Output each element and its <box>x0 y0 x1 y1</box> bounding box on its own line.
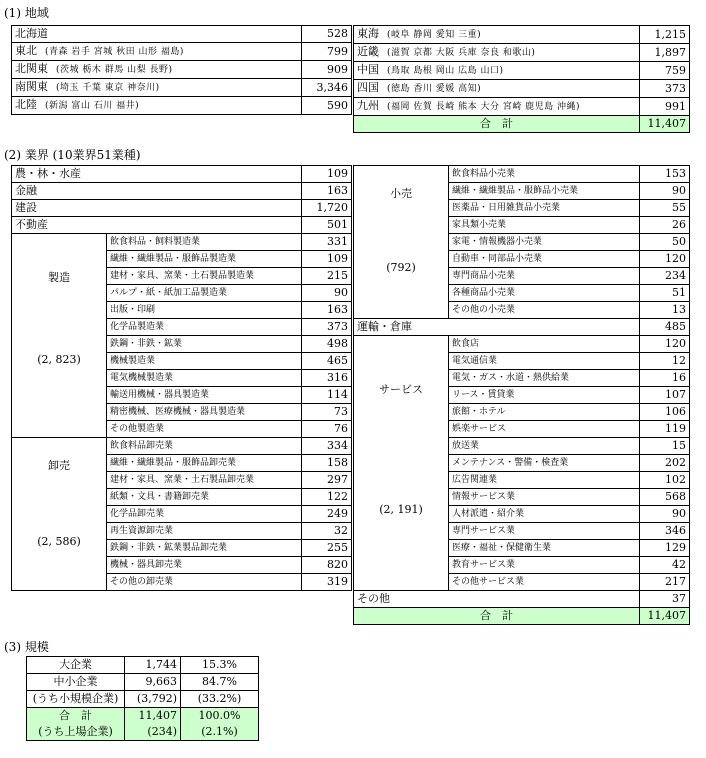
retail-item-name: 専門商品小売業 <box>449 268 640 285</box>
region-row <box>12 43 352 61</box>
scale-row <box>27 674 259 691</box>
scale-total-row <box>27 708 259 725</box>
manufacturing-item-name: 化学品製造業 <box>107 319 302 336</box>
wholesale-item-name: 飲食料品卸売業 <box>107 438 302 455</box>
region-prefectures: (福岡 佐賀 長崎 熊本 大分 宮崎 鹿児島 沖縄) <box>387 102 581 112</box>
section3-title: (3) 規模 <box>4 640 49 654</box>
scale-value: 9,663 <box>125 674 181 691</box>
region-prefectures: (茨城 栃木 群馬 山梨 長野) <box>56 65 173 75</box>
service-item-value: 568 <box>640 489 690 506</box>
manufacturing-row <box>12 234 352 251</box>
service-item-name: 放送業 <box>449 438 640 455</box>
service-item-value: 217 <box>640 574 690 591</box>
service-item-value: 120 <box>640 336 690 353</box>
region-total-value: 11,407 <box>640 116 690 133</box>
retail-group-cell <box>354 166 449 319</box>
service-item-value: 346 <box>640 523 690 540</box>
region-row <box>354 62 690 80</box>
region-prefectures: (青森 岩手 宮城 秋田 山形 福島) <box>45 47 184 57</box>
service-item-name: 旅館・ホテル <box>449 404 640 421</box>
region-row <box>354 44 690 62</box>
scale-total-pct: 100.0% <box>181 708 259 725</box>
wholesale-item-value: 32 <box>302 523 352 540</box>
region-name: 北陸 <box>15 98 37 111</box>
manufacturing-item-value: 73 <box>302 404 352 421</box>
scale-total-label: 合 計 <box>27 708 125 725</box>
wholesale-row <box>12 438 352 455</box>
service-item-value: 119 <box>640 421 690 438</box>
region-row <box>12 79 352 97</box>
industry-row <box>12 166 352 183</box>
region-name-cell <box>354 26 640 44</box>
service-item-value: 106 <box>640 404 690 421</box>
retail-item-value: 51 <box>640 285 690 302</box>
service-item-value: 107 <box>640 387 690 404</box>
manufacturing-item-name: 鉄鋼・非鉄・鉱業 <box>107 336 302 353</box>
region-name: 東海 <box>357 27 379 40</box>
retail-count: (792) <box>386 261 416 274</box>
region-name-cell <box>354 44 640 62</box>
manufacturing-group-cell <box>12 234 107 438</box>
wholesale-item-name: 再生資源卸売業 <box>107 523 302 540</box>
wholesale-label: 卸売 <box>48 459 70 472</box>
region-prefectures: (埼玉 千葉 東京 神奈川) <box>56 83 160 93</box>
region-table-left <box>11 25 352 115</box>
retail-item-name: 飲食料品小売業 <box>449 166 640 183</box>
retail-item-name: 医薬品・日用雑貨品小売業 <box>449 200 640 217</box>
service-item-value: 202 <box>640 455 690 472</box>
region-name: 南関東 <box>15 80 48 93</box>
service-item-name: その他サービス業 <box>449 574 640 591</box>
manufacturing-item-value: 498 <box>302 336 352 353</box>
scale-table <box>26 656 259 741</box>
manufacturing-item-value: 215 <box>302 268 352 285</box>
retail-item-value: 13 <box>640 302 690 319</box>
industry-value: 109 <box>302 166 352 183</box>
region-value: 991 <box>640 98 690 116</box>
industry-row <box>12 200 352 217</box>
wholesale-item-name: 機械・器具卸売業 <box>107 557 302 574</box>
region-name-cell <box>12 26 302 43</box>
retail-item-value: 153 <box>640 166 690 183</box>
manufacturing-item-name: 精密機械、医療機械・器具製造業 <box>107 404 302 421</box>
manufacturing-count: (2, 823) <box>37 353 81 366</box>
wholesale-item-name: 化学品卸売業 <box>107 506 302 523</box>
region-name: 九州 <box>357 99 379 112</box>
wholesale-item-value: 820 <box>302 557 352 574</box>
wholesale-item-value: 319 <box>302 574 352 591</box>
industry-row <box>12 217 352 234</box>
service-item-name: 娯楽サービス <box>449 421 640 438</box>
retail-item-name: その他の小売業 <box>449 302 640 319</box>
retail-row <box>354 166 690 183</box>
region-total-row <box>354 116 690 133</box>
industry-value: 163 <box>302 183 352 200</box>
region-value: 3,346 <box>302 79 352 97</box>
region-row <box>12 61 352 79</box>
retail-item-name: 家電・情報機器小売業 <box>449 234 640 251</box>
region-table-right <box>353 25 690 133</box>
region-name-cell <box>354 98 640 116</box>
region-value: 799 <box>302 43 352 61</box>
manufacturing-item-value: 163 <box>302 302 352 319</box>
manufacturing-item-value: 114 <box>302 387 352 404</box>
region-name-cell <box>12 97 302 115</box>
retail-item-value: 50 <box>640 234 690 251</box>
transport-row <box>354 319 690 336</box>
region-prefectures: (新潟 富山 石川 福井) <box>45 101 140 111</box>
region-name-cell <box>354 62 640 80</box>
industry-total-value: 11,407 <box>640 608 690 625</box>
manufacturing-item-name: 電気機械製造業 <box>107 370 302 387</box>
scale-name: (うち小規模企業) <box>27 691 125 708</box>
retail-item-name: 繊維・繊維製品・服飾品小売業 <box>449 183 640 200</box>
scale-pct: (33.2%) <box>181 691 259 708</box>
region-value: 373 <box>640 80 690 98</box>
wholesale-item-value: 249 <box>302 506 352 523</box>
industry-total-label: 合 計 <box>354 608 640 625</box>
other-value: 37 <box>640 591 690 608</box>
manufacturing-item-value: 373 <box>302 319 352 336</box>
wholesale-item-value: 158 <box>302 455 352 472</box>
retail-item-name: 家具類小売業 <box>449 217 640 234</box>
manufacturing-item-value: 465 <box>302 353 352 370</box>
service-item-name: 医療・福祉・保健衛生業 <box>449 540 640 557</box>
region-value: 1,215 <box>640 26 690 44</box>
industry-value: 501 <box>302 217 352 234</box>
scale-row <box>27 657 259 674</box>
region-prefectures: (鳥取 島根 岡山 広島 山口) <box>387 66 504 76</box>
retail-item-value: 234 <box>640 268 690 285</box>
retail-item-value: 90 <box>640 183 690 200</box>
other-name: その他 <box>354 591 640 608</box>
industry-name: 農・林・水産 <box>12 166 302 183</box>
service-item-value: 42 <box>640 557 690 574</box>
scale-total-sub-value: (234) <box>125 724 181 741</box>
region-total-label: 合 計 <box>354 116 640 133</box>
region-name: 北海道 <box>15 27 48 40</box>
retail-item-value: 55 <box>640 200 690 217</box>
scale-pct: 15.3% <box>181 657 259 674</box>
retail-item-name: 各種商品小売業 <box>449 285 640 302</box>
manufacturing-item-value: 316 <box>302 370 352 387</box>
manufacturing-label: 製造 <box>48 271 70 284</box>
service-item-name: リース・賃貸業 <box>449 387 640 404</box>
wholesale-item-value: 334 <box>302 438 352 455</box>
manufacturing-item-name: 出版・印刷 <box>107 302 302 319</box>
industry-name: 建設 <box>12 200 302 217</box>
region-value: 909 <box>302 61 352 79</box>
manufacturing-item-value: 331 <box>302 234 352 251</box>
wholesale-item-value: 297 <box>302 472 352 489</box>
service-item-name: 飲食店 <box>449 336 640 353</box>
service-item-value: 102 <box>640 472 690 489</box>
manufacturing-item-value: 109 <box>302 251 352 268</box>
service-item-name: 教育サービス業 <box>449 557 640 574</box>
region-value: 1,897 <box>640 44 690 62</box>
wholesale-group-cell <box>12 438 107 591</box>
industry-name: 金融 <box>12 183 302 200</box>
manufacturing-item-name: その他製造業 <box>107 421 302 438</box>
service-item-name: 電気通信業 <box>449 353 640 370</box>
service-item-value: 129 <box>640 540 690 557</box>
scale-value: 1,744 <box>125 657 181 674</box>
region-name: 近畿 <box>357 45 379 58</box>
retail-item-name: 自動車・同部品小売業 <box>449 251 640 268</box>
manufacturing-item-name: 輸送用機械・器具製造業 <box>107 387 302 404</box>
wholesale-item-name: 鉄鋼・非鉄・鉱業製品卸売業 <box>107 540 302 557</box>
transport-value: 485 <box>640 319 690 336</box>
wholesale-item-value: 255 <box>302 540 352 557</box>
region-name: 北関東 <box>15 62 48 75</box>
scale-total-sub-label: (うち上場企業) <box>27 724 125 741</box>
scale-row <box>27 691 259 708</box>
service-item-name: 専門サービス業 <box>449 523 640 540</box>
manufacturing-item-name: パルプ・紙・紙加工品製造業 <box>107 285 302 302</box>
scale-pct: 84.7% <box>181 674 259 691</box>
scale-total-sub-row <box>27 724 259 741</box>
service-item-name: メンテナンス・警備・検査業 <box>449 455 640 472</box>
scale-name: 大企業 <box>27 657 125 674</box>
region-name-cell <box>12 61 302 79</box>
region-row <box>354 98 690 116</box>
scale-value: (3,792) <box>125 691 181 708</box>
retail-item-value: 26 <box>640 217 690 234</box>
manufacturing-item-value: 76 <box>302 421 352 438</box>
region-row <box>354 80 690 98</box>
wholesale-item-value: 122 <box>302 489 352 506</box>
scale-name: 中小企業 <box>27 674 125 691</box>
region-name-cell <box>354 80 640 98</box>
region-row <box>12 97 352 115</box>
region-name-cell <box>12 43 302 61</box>
service-group-cell <box>354 336 449 591</box>
region-row <box>354 26 690 44</box>
scale-total-sub-pct: (2.1%) <box>181 724 259 741</box>
industry-row <box>12 183 352 200</box>
service-label: サービス <box>379 383 423 396</box>
wholesale-count: (2, 586) <box>37 535 81 548</box>
region-prefectures: (徳島 香川 愛媛 高知) <box>387 84 482 94</box>
industry-total-row <box>354 608 690 625</box>
service-item-name: 広告関連業 <box>449 472 640 489</box>
section2-title: (2) 業界 (10業界51業種) <box>4 148 141 162</box>
region-value: 590 <box>302 97 352 115</box>
manufacturing-item-name: 飲食料品・飼料製造業 <box>107 234 302 251</box>
manufacturing-item-name: 機械製造業 <box>107 353 302 370</box>
region-prefectures: (滋賀 京都 大阪 兵庫 奈良 和歌山) <box>387 48 536 58</box>
industry-table-left <box>11 165 352 591</box>
region-name: 四国 <box>357 81 379 94</box>
wholesale-item-name: 建材・家具、窯業・土石製品卸売業 <box>107 472 302 489</box>
service-count: (2, 191) <box>379 503 423 516</box>
wholesale-item-name: 繊維・繊維製品・服飾品卸売業 <box>107 455 302 472</box>
manufacturing-item-name: 繊維・繊維製品・服飾品製造業 <box>107 251 302 268</box>
service-item-name: 電気・ガス・水道・熱供給業 <box>449 370 640 387</box>
service-item-name: 人材派遣・紹介業 <box>449 506 640 523</box>
region-name-cell <box>12 79 302 97</box>
service-row <box>354 336 690 353</box>
retail-label: 小売 <box>390 187 412 200</box>
region-name: 東北 <box>15 44 37 57</box>
manufacturing-item-name: 建材・家具、窯業・土石製品製造業 <box>107 268 302 285</box>
industry-name: 不動産 <box>12 217 302 234</box>
service-item-value: 16 <box>640 370 690 387</box>
region-value: 759 <box>640 62 690 80</box>
scale-total-value: 11,407 <box>125 708 181 725</box>
transport-name: 運輸・倉庫 <box>354 319 640 336</box>
wholesale-item-name: その他の卸売業 <box>107 574 302 591</box>
manufacturing-item-value: 90 <box>302 285 352 302</box>
service-item-value: 90 <box>640 506 690 523</box>
service-item-value: 12 <box>640 353 690 370</box>
wholesale-item-name: 紙類・文具・書籍卸売業 <box>107 489 302 506</box>
other-row <box>354 591 690 608</box>
industry-value: 1,720 <box>302 200 352 217</box>
region-value: 528 <box>302 26 352 43</box>
retail-item-value: 120 <box>640 251 690 268</box>
service-item-value: 15 <box>640 438 690 455</box>
region-prefectures: (岐阜 静岡 愛知 三重) <box>387 30 482 40</box>
section1-title: (1) 地域 <box>4 6 49 20</box>
region-name: 中国 <box>357 63 379 76</box>
service-item-name: 情報サービス業 <box>449 489 640 506</box>
industry-table-right <box>353 165 690 625</box>
region-row <box>12 26 352 43</box>
